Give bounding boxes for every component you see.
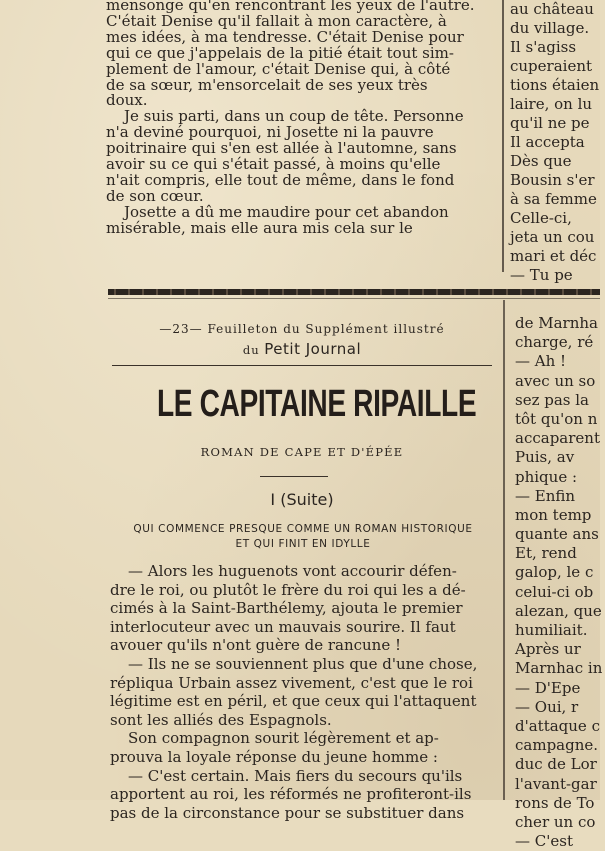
- title-rule: [260, 476, 328, 477]
- text-line: — Ah !: [515, 352, 567, 371]
- text-line: mari et déc: [510, 247, 597, 265]
- bottom-right-column: [515, 314, 605, 851]
- text-line: pas de la circonstance pour se substituer dans: [110, 803, 465, 822]
- text-line: tôt qu'on n: [515, 409, 598, 428]
- text-line: mon temp: [515, 505, 592, 524]
- feuilleton-line: —23— Feuilleton du Supplément illustré: [159, 322, 445, 336]
- text-line: Je suis parti, dans un coup de tête. Personne: [124, 107, 464, 126]
- text-line: — C'est certain. Mais fiers du secours qu'ils: [128, 766, 463, 785]
- text-line: n'ait compris, elle tout de même, dans le fond: [106, 170, 455, 189]
- text-line: de son cœur.: [106, 186, 204, 205]
- text-line: qu'il ne pe: [510, 114, 590, 132]
- text-line: jeta un cou: [510, 228, 595, 246]
- text-line: C'était Denise qu'il fallait à mon caractère, à: [106, 11, 447, 30]
- journal-du: du: [242, 343, 260, 357]
- text-line: — Alors les huguenots vont accourir défen-: [128, 562, 457, 580]
- text-line: avouer qu'ils n'ont guère de rancune !: [110, 636, 402, 655]
- journal-line: [110, 340, 494, 358]
- text-line: n'a deviné pourquoi, ni Josette ni la pauvre: [106, 123, 434, 142]
- text-line: de sa sœur, m'ensorcelait de ses yeux très: [106, 75, 428, 94]
- text-line: avec un so: [515, 371, 596, 390]
- column-divider: [503, 300, 505, 800]
- text-line: cher un co: [515, 812, 596, 831]
- text-line: au château: [510, 0, 594, 18]
- chapter-subtitle-line: ET QUI FINIT EN IDYLLE: [235, 538, 371, 550]
- text-line: Josette a dû me maudire pour cet abandon: [124, 202, 449, 221]
- text-line: légitime est en péril, et que ceux qui l'attaquent: [110, 692, 477, 711]
- text-line: sez pas la: [515, 390, 589, 409]
- chapter-subtitle: [108, 522, 498, 552]
- bottom-left-column: [110, 562, 496, 822]
- text-line: — Oui, r: [515, 697, 579, 716]
- text-line: galop, le c: [515, 563, 594, 582]
- text-line: Après ur: [515, 640, 581, 659]
- chapter-number: I (Suite): [270, 490, 334, 509]
- text-line: prouva la loyale réponse du jeune homme :: [110, 747, 438, 766]
- text-line: quante ans: [515, 525, 599, 544]
- text-line: du village.: [510, 19, 590, 37]
- text-line: — D'Epe: [515, 678, 581, 697]
- text-line: d'attaque c: [515, 716, 600, 735]
- text-line: Et, rend: [515, 544, 577, 563]
- text-line: cuperaient: [510, 57, 593, 75]
- text-line: misérable, mais elle aura mis cela sur le: [106, 218, 413, 237]
- text-line: Il s'agiss: [510, 38, 577, 56]
- text-line: celui-ci ob: [515, 582, 594, 601]
- text-line: avoir su ce qui s'était passé, à moins qu'elle: [106, 155, 441, 174]
- text-line: Celle-ci,: [510, 209, 572, 227]
- text-line: mensonge qu'en rencontrant les yeux de l'autre.: [106, 0, 475, 14]
- text-line: de Marnha: [515, 314, 598, 332]
- text-line: sont les alliés des Espagnols.: [110, 710, 332, 729]
- text-line: accaparent: [515, 429, 600, 448]
- section-divider-band: [108, 289, 600, 295]
- text-line: — C'est: [515, 832, 573, 851]
- text-line: mes idées, à ma tendresse. C'était Denise pour: [106, 27, 464, 46]
- text-line: plement de l'amour, c'était Denise qui, à côté: [106, 59, 451, 78]
- text-line: — Tu pe: [510, 266, 573, 284]
- text-line: Il accepta: [510, 133, 585, 151]
- text-line: poitrinaire qui s'en est allée à l'automne, sans: [106, 139, 457, 158]
- text-line: — Ils ne se souviennent plus que d'une chose,: [128, 654, 478, 673]
- text-line: duc de Lor: [515, 755, 597, 774]
- journal-name: Petit Journal: [264, 340, 362, 358]
- chapter-subtitle-line: QUI COMMENCE PRESQUE COMME UN ROMAN HISTORIQUE: [133, 523, 473, 535]
- top-right-column: [510, 0, 605, 284]
- top-left-column: [106, 0, 496, 270]
- text-line: qui ce que j'appelais de la pitié était tout sim-: [106, 43, 454, 62]
- text-line: laire, on lu: [510, 95, 593, 113]
- text-line: répliqua Urbain assez vivement, c'est que le roi: [110, 673, 473, 692]
- header-rule: [112, 365, 492, 366]
- text-line: dre le roi, ou plutôt le frère du roi qui les a dé-: [110, 580, 466, 599]
- text-line: — Enfin: [515, 486, 576, 505]
- story-title: LE CAPITAINE RIPAILLE: [156, 383, 477, 425]
- text-line: Puis, av: [515, 448, 575, 467]
- section-divider-line: [108, 298, 600, 299]
- text-line: campagne.: [515, 736, 599, 755]
- text-line: apportent au roi, les réformés ne profiteront-ils: [110, 785, 472, 804]
- text-line: cimés à la Saint-Barthélemy, ajouta le premier: [110, 599, 463, 618]
- text-line: Son compagnon sourit légèrement et ap-: [128, 729, 439, 748]
- text-line: Marnhac in: [515, 659, 603, 678]
- text-line: interlocuteur avec un mauvais sourire. Il faut: [110, 617, 456, 636]
- text-line: humiliait.: [515, 621, 588, 639]
- text-line: Dès que: [510, 152, 572, 170]
- text-line: rons de To: [515, 793, 595, 812]
- text-line: charge, ré: [515, 333, 594, 352]
- text-line: à sa femme: [510, 190, 597, 208]
- feuilleton-header: [110, 322, 494, 358]
- story-subtitle: ROMAN DE CAPE ET D'ÉPÉE: [200, 445, 404, 459]
- text-line: doux.: [106, 91, 148, 110]
- text-line: phique :: [515, 467, 578, 486]
- text-line: alezan, que: [515, 601, 602, 620]
- text-line: l'avant-gar: [515, 774, 597, 793]
- text-line: tions étaien: [510, 76, 600, 94]
- text-line: Bousin s'er: [510, 171, 595, 189]
- column-divider: [502, 0, 504, 272]
